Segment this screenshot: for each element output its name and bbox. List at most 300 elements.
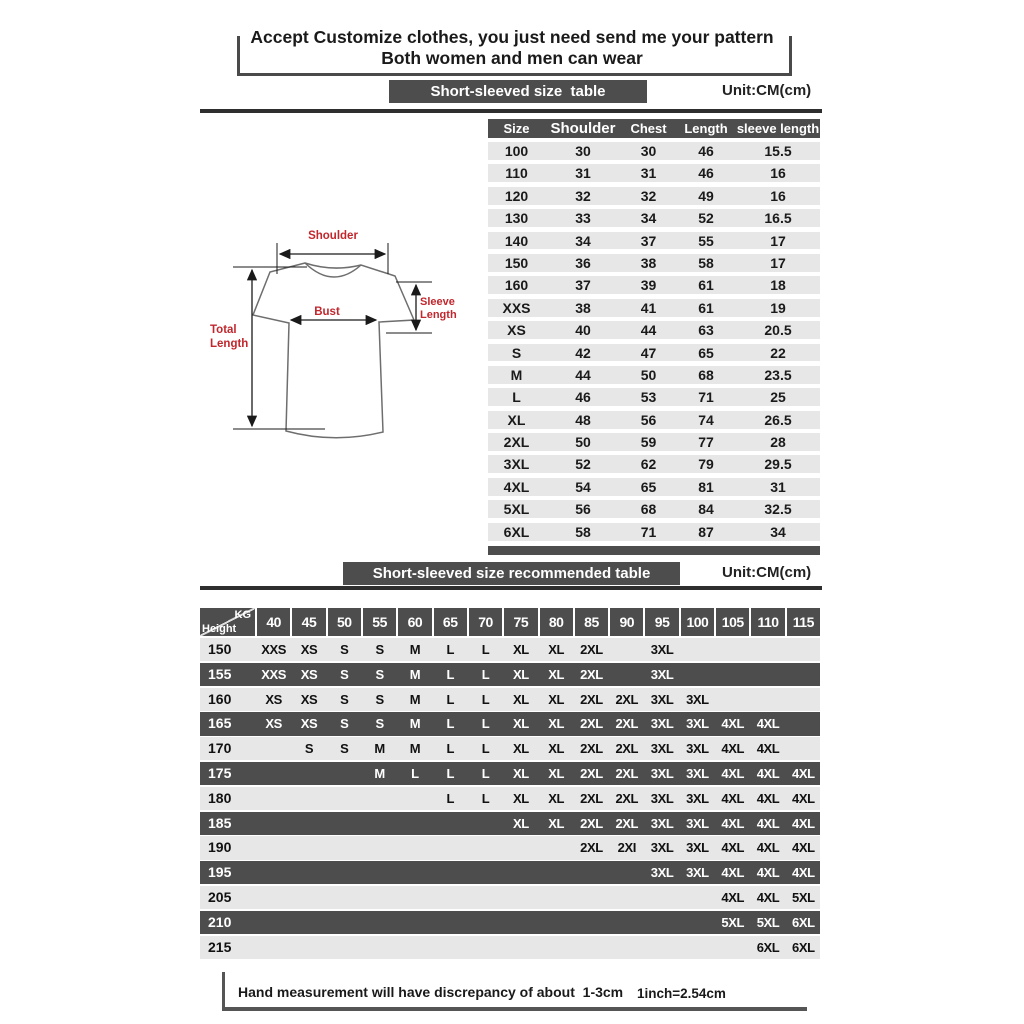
recommend-cell: 6XL [792,939,815,955]
recommend-cell: L [481,716,490,732]
recommend-cell [328,936,361,959]
recommend-row [200,886,820,909]
recommend-cell: XL [548,666,565,682]
recommend-cell: XL [548,642,565,657]
recommend-cell: 3XL [650,865,674,881]
recommend-cell: L [446,765,454,781]
recommend-cell: 4XL [721,840,745,856]
size-table-cell: 68 [640,501,657,518]
recommend-cell [257,787,290,810]
divider-1 [200,109,822,113]
recommend-cell [469,886,502,909]
size-table-cell: 30 [640,143,657,159]
recommend-cell [257,936,290,959]
size-table-header-cell: sleeve length [736,121,820,136]
recommend-cell: M [409,691,421,707]
size-table-row [488,276,820,294]
recommend-cell: 3XL [686,840,709,856]
total-length-label-line2: Length [210,338,249,350]
recommend-cell: 3XL [650,815,674,831]
recommend-row [200,936,820,959]
weight-header-cell: 85 [575,608,608,636]
recommend-cell [398,936,431,959]
recommend-cell: 4XL [792,815,815,831]
recommend-cell: S [340,666,349,682]
recommend-cell: 4XL [792,840,815,856]
recommend-cell: 4XL [756,815,780,831]
recommend-cell: L [446,666,454,682]
recommend-cell [434,812,467,835]
title-line-1: Accept Customize clothes, you just need send me your pattern [250,27,774,47]
recommend-cell [751,638,784,661]
recommend-cell [363,936,396,959]
recommend-cell: 4XL [792,790,815,806]
weight-header-cell: 55 [363,608,396,636]
recommend-cell: 4XL [721,765,745,781]
size-table-header-cell: Shoulder [550,120,616,137]
recommend-cell: 3XL [650,790,674,806]
recommend-cell: 4XL [756,716,780,732]
recommend-cell: 3XL [686,741,709,757]
recommend-cell: 4XL [721,716,745,732]
recommend-cell: L [481,666,490,682]
recommend-cell [469,911,502,934]
recommend-cell [645,886,678,909]
size-table-row [488,209,820,227]
size-table-header-row [488,119,820,138]
size-table-row [488,164,820,182]
size-table-cell: 62 [640,456,657,473]
size-table-cell: L [512,389,521,406]
size-table-cell: 17 [770,254,786,271]
recommend-cell [716,936,749,959]
recommend-cell: 3XL [650,642,674,657]
recommend-cell: 4XL [792,865,815,881]
recommend-cell: 2XL [615,741,639,757]
recommend-cell [610,638,643,661]
size-table-cell: S [511,344,522,361]
recommend-cell: XL [512,666,529,682]
recommend-cell [434,836,467,859]
size-table-cell: 61 [698,277,714,294]
size-table-cell: 4XL [503,478,530,495]
size-table-cell: 44 [575,366,591,383]
recommend-cell: 4XL [721,741,745,757]
recommend-cell [469,936,502,959]
recommend-cell: XL [512,790,529,806]
size-table-row [488,187,820,205]
size-table-row [488,411,820,429]
recommend-cell [363,911,396,934]
size-table-cell: 48 [575,411,591,428]
size-table-cell: 56 [640,411,657,428]
recommend-cell: 2XL [580,642,603,657]
recommend-cell [504,886,537,909]
size-table-cell: 38 [640,254,657,271]
recommend-cell [610,911,643,934]
recommend-cell: 3XL [686,815,709,831]
recommend-cell: S [375,716,384,732]
size-table-cell: 56 [575,501,591,518]
recommend-cell: 3XL [650,741,674,757]
size-table-cell: 63 [698,322,714,339]
recommend-cell [292,861,325,884]
size-table-cell: 5XL [503,501,530,518]
recommend-cell [610,936,643,959]
recommend-cell: S [340,691,349,707]
recommend-cell [363,861,396,884]
size-table-cell: 34 [640,210,657,227]
recommend-cell: M [374,741,385,757]
recommend-cell [540,861,573,884]
recommend-cell: 2XL [580,790,603,806]
recommend-cell: 4XL [756,790,780,806]
recommend-cell [398,787,431,810]
recommend-cell [363,886,396,909]
weight-header-cell: 60 [398,608,431,636]
size-table-cell: 87 [698,523,714,540]
size-table-cell: 41 [640,299,657,316]
size-table-cell: 6XL [503,523,530,540]
recommend-cell: M [374,765,385,781]
recommend-cell: L [446,691,454,707]
inch-conversion-note: 1inch=2.54cm [637,986,726,1001]
size-table-cell: 3XL [503,456,530,473]
tshirt-measurement-diagram [200,226,470,461]
recommend-cell: XL [548,691,565,707]
tshirt-outline-drawing [200,226,470,461]
size-table-cell: 31 [575,165,591,182]
recommend-row [200,638,820,661]
recommend-cell [575,861,608,884]
size-table-bottom-bar [488,546,820,555]
recommend-row [200,762,820,785]
recommend-cell [681,936,714,959]
recommend-cell [328,787,361,810]
recommend-cell: 6XL [756,939,780,955]
recommend-cell [363,787,396,810]
size-table-cell: 140 [504,232,529,249]
recommend-cell [328,762,361,785]
recommend-cell [751,663,784,686]
size-table-cell: 20.5 [764,322,792,339]
recommend-cell: 4XL [721,889,745,905]
height-label: 155 [208,665,232,682]
recommend-cell: 4XL [721,790,745,806]
size-table-header-cell: Length [684,121,728,136]
kg-height-corner-cell [200,608,255,636]
size-table-cell: 34 [770,523,786,540]
recommend-cell: M [409,716,421,732]
size-table-cell: 23.5 [764,366,792,383]
size-table-cell: 31 [640,165,657,182]
size-table-cell: 39 [640,277,657,294]
size-table-cell: 15.5 [764,143,792,159]
size-table-cell: XXS [502,299,531,316]
recommend-cell [257,861,290,884]
recommend-cell: S [375,642,384,657]
weight-header-cell: 115 [787,608,820,636]
height-label: 165 [208,715,232,732]
recommend-cell: S [375,666,384,682]
size-table-cell: 110 [505,165,528,182]
recommend-cell [398,812,431,835]
bust-label: Bust [314,306,340,318]
sleeve-length-label-line1: Sleeve [420,296,455,308]
size-table-cell: 58 [575,523,591,540]
recommend-cell [434,886,467,909]
recommend-cell [540,936,573,959]
size-table-cell: 16 [770,187,786,204]
recommend-cell [434,936,467,959]
size-table-cell: 33 [575,210,591,227]
size-table-body [488,142,820,541]
footer-bracket [222,972,225,1008]
recommend-cell: L [446,716,454,732]
size-table-cell: 46 [575,389,591,406]
recommend-cell: XS [265,691,282,707]
recommend-cell [681,638,714,661]
recommend-cell: 5XL [792,889,815,905]
height-label: 185 [208,814,232,831]
recommend-cell: XXS [261,642,287,657]
recommend-cell: 2XL [615,790,639,806]
recommend-cell [292,812,325,835]
recommend-cell [398,861,431,884]
weight-header-cell: 80 [540,608,573,636]
size-table-cell: 130 [504,210,529,227]
recommend-cell [575,911,608,934]
height-label: 205 [208,888,232,905]
size-table-cell: 46 [698,165,714,182]
size-table-cell: 68 [698,366,714,383]
weight-header-cell: 65 [434,608,467,636]
height-axis-label: Height [202,623,237,635]
recommend-cell: 3XL [650,691,674,707]
size-table-row [488,433,820,451]
recommend-cell: XL [548,716,565,732]
recommend-cell: XL [548,790,565,806]
recommend-cell: S [304,741,314,757]
size-table-cell: XL [507,411,526,428]
size-table-cell: 34 [575,232,591,249]
weight-header-cell: 105 [716,608,749,636]
recommend-cell [328,812,361,835]
weight-header-cell: 45 [292,608,325,636]
title-line-2: Both women and men can wear [381,48,643,68]
size-table-cell: 74 [698,411,714,428]
size-table-cell: 30 [575,143,591,159]
recommend-cell: 2XL [615,815,639,831]
recommend-cell: 4XL [721,865,745,881]
recommend-cell [328,861,361,884]
recommend-cell: XL [512,765,529,781]
unit-label-1: Unit:CM(cm) [722,82,812,99]
size-table-cell: 2XL [503,434,530,451]
recommend-cell [469,861,502,884]
recommend-cell: 3XL [686,765,709,781]
size-table-cell: 65 [640,478,657,495]
size-table-cell: 50 [575,434,591,451]
height-label: 180 [208,789,232,806]
height-label: 175 [208,764,232,781]
size-table-row [488,321,820,339]
recommend-cell [257,911,290,934]
recommend-cell: 2XL [615,716,639,732]
recommend-cell [292,787,325,810]
recommend-cell: XS [265,716,282,732]
recommend-cell: XL [512,716,529,732]
recommend-cell [328,836,361,859]
recommend-cell [645,911,678,934]
recommend-cell [787,663,820,686]
recommend-cell: 2XL [580,666,603,682]
size-table-cell: 81 [698,478,714,495]
recommend-cell: XS [300,666,318,682]
size-table-row [488,254,820,272]
recommend-cell: 4XL [756,840,780,856]
recommend-cell: L [446,642,454,657]
size-table-cell: M [510,366,523,383]
unit-label-2: Unit:CM(cm) [722,564,812,581]
size-table-row [488,388,820,406]
recommend-cell: M [409,666,421,682]
weight-header-cell: 110 [751,608,784,636]
recommend-cell [292,762,325,785]
recommend-cell: 2XL [580,741,603,757]
recommend-cell: 2XL [580,815,603,831]
recommend-row [200,911,820,934]
recommend-cell: 4XL [792,765,815,781]
recommend-cell [504,936,537,959]
recommend-cell: M [409,642,421,657]
recommend-cell [610,886,643,909]
recommend-row [200,737,820,760]
recommend-cell: S [340,716,349,732]
recommend-cell [292,836,325,859]
recommend-cell [363,812,396,835]
recommend-cell [751,688,784,711]
size-table-row [488,142,820,160]
recommend-cell: XL [512,815,529,831]
size-table-header-cell: Chest [630,121,667,136]
recommend-cell: 3XL [650,840,674,856]
size-table-cell: 54 [575,478,591,495]
size-table-cell: 31 [770,478,786,495]
recommend-cell [716,638,749,661]
recommend-cell [434,911,467,934]
size-table-cell: 29.5 [764,456,792,473]
recommend-cell: 6XL [792,914,815,930]
size-table-cell: 84 [698,501,714,518]
recommend-cell: 2XL [615,691,639,707]
recommend-cell [787,737,820,760]
recommend-cell [787,688,820,711]
recommend-cell [575,936,608,959]
recommend-cell [398,911,431,934]
size-table-cell: 36 [575,254,591,271]
recommend-cell: L [481,790,490,806]
weight-header-cell: 100 [681,608,714,636]
size-table-cell: 52 [575,456,591,473]
size-table-cell: 61 [698,299,714,316]
recommend-cell [787,712,820,735]
recommend-row [200,836,820,859]
divider-3 [222,1007,807,1011]
measurement-note: Hand measurement will have discrepancy of about 1-3cm [238,984,624,1000]
recommend-cell: L [446,741,454,757]
size-table-cell: 47 [640,344,657,361]
total-length-label-line1: Total [210,324,237,336]
recommend-cell [540,836,573,859]
size-table-cell: 120 [504,187,529,204]
recommend-cell [257,836,290,859]
size-table-cell: 32.5 [764,501,792,518]
recommend-cell: 3XL [650,765,674,781]
recommend-cell: XL [548,815,565,831]
size-table-row [488,478,820,496]
recommend-cell: 2XL [580,716,603,732]
recommend-cell: 3XL [650,716,674,732]
size-table-header-cell: Size [503,121,530,136]
recommend-cell [504,836,537,859]
recommend-cell: L [481,691,490,707]
recommend-cell [328,911,361,934]
size-table-row [488,455,820,473]
size-table-row [488,523,820,541]
recommend-row [200,787,820,810]
size-table-cell: 160 [504,277,529,294]
size-table-cell: 38 [575,299,591,316]
recommend-cell: S [340,741,349,757]
recommend-cell [610,861,643,884]
recommend-row [200,861,820,884]
recommend-cell: 4XL [756,765,780,781]
recommend-cell [610,663,643,686]
recommend-cell [787,638,820,661]
recommend-cell [504,911,537,934]
sleeve-length-label-line2: Length [420,309,457,321]
recommend-cell: 3XL [686,790,709,806]
recommend-cell [292,936,325,959]
size-table-cell: 28 [770,434,786,451]
divider-2 [200,586,822,590]
tshirt-body-outline [253,263,414,438]
recommend-cell [328,886,361,909]
weight-header-cell: 95 [645,608,678,636]
height-label: 195 [208,864,232,881]
height-label: 170 [208,740,232,757]
size-table-cell: 58 [698,254,714,271]
size-table-cell: 53 [640,389,657,406]
recommend-cell: L [481,741,490,757]
recommend-cell: M [409,741,421,757]
size-table-cell: 55 [698,232,714,249]
recommend-cell [257,886,290,909]
recommend-cell: 3XL [686,865,709,881]
size-table-banner: Short-sleeved size table [389,80,647,103]
size-table-cell: 37 [640,232,657,249]
recommend-cell: 2XI [617,840,636,856]
recommend-cell: XL [512,741,529,757]
recommend-cell: S [340,642,349,657]
weight-header-cell: 75 [504,608,537,636]
weight-header-row [200,608,820,636]
recommend-cell [434,861,467,884]
recommend-cell [504,861,537,884]
recommend-cell: 5XL [721,914,745,930]
recommend-cell [681,663,714,686]
